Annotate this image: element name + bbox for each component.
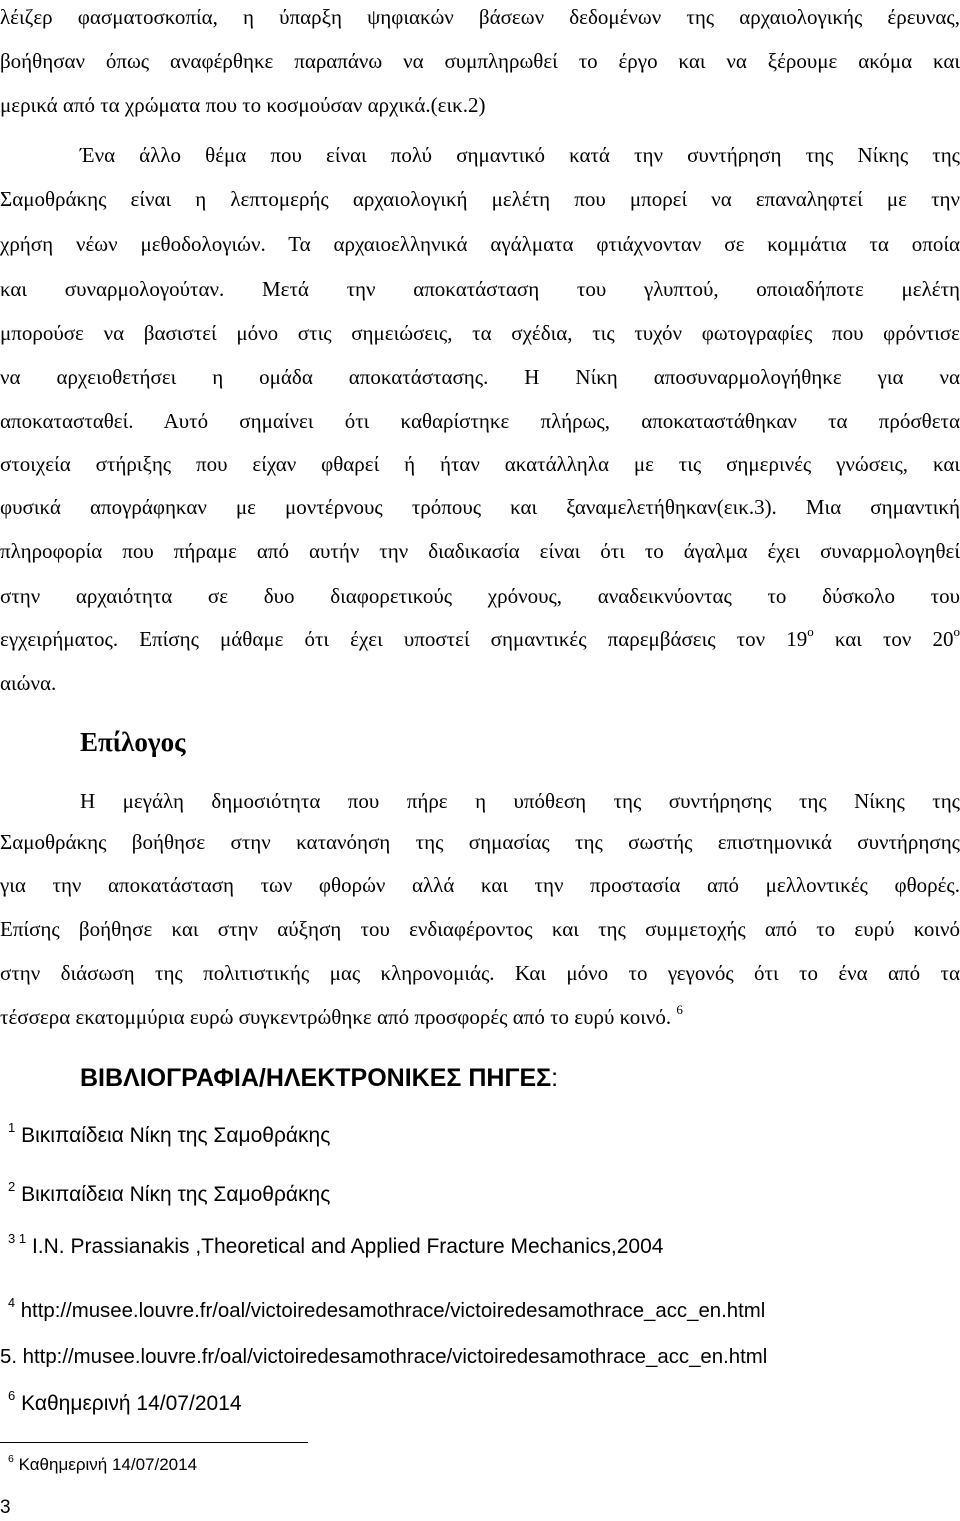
footnote: $^6$ Καθημερινή 14/07/2014: [8, 1452, 198, 1474]
body-line: αιώνα.: [0, 671, 57, 695]
bibliography-item: $^6$ Καθημερινή 14/07/2014: [8, 1388, 242, 1415]
bibliography-item: $^1$ Βικιπαίδεια Νίκη της Σαμοθράκης: [8, 1120, 331, 1147]
epilogue-line: τέσσερα εκατομμύρια ευρώ συγκεντρώθηκε από προσφορές από το ευρύ κοινό. $^6$: [0, 1002, 683, 1029]
body-line: λέιζερ φασματοσκοπία, η ύπαρξη ψηφιακών βάσεων δεδομένων της αρχαιολογικής έρευνας,: [0, 5, 960, 29]
bibliography-item: 5. http://musee.louvre.fr/oal/victoiredesamothrace/victoiredesamothrace_acc_en.html: [0, 1346, 768, 1368]
body-line: Ένα άλλο θέμα που είναι πολύ σημαντικό κατά την συντήρηση της Νίκης της: [80, 143, 960, 167]
bibliography-heading: ΒΙΒΛΙΟΓΡΑΦΙΑ/ΗΛΕΚΤΡΟΝΙΚΕΣ ΠΗΓΕΣ:: [80, 1064, 559, 1092]
bibliography-item: $^{3 1}$ I.N. Prassianakis ,Theoretical and Applied Fracture Mechanics,2004: [8, 1231, 664, 1258]
section-heading-epilogue: Επίλογος: [80, 727, 186, 757]
superscript: ο: [953, 624, 960, 640]
body-line: στοιχεία στήριξης που είχαν φθαρεί ή ήταν ακατάλληλα με τις σημερινές γνώσεις, και: [0, 452, 960, 476]
body-line: αποκατασταθεί. Αυτό σημαίνει ότι καθαρίστηκε πλήρως, αποκαταστάθηκαν τα πρόσθετα: [0, 409, 960, 433]
page-number: 3: [0, 1497, 11, 1518]
body-line: Σαμοθράκης είναι η λεπτομερής αρχαιολογική μελέτη που μπορεί να επαναληφτεί με την: [0, 187, 960, 211]
body-line: χρήση νέων μεθοδολογιών. Τα αρχαιοελληνικά αγάλματα φτιάχνονταν σε κομμάτια τα οποία: [0, 232, 960, 256]
body-line: πληροφορία που πήραμε από αυτήν την διαδικασία είναι ότι το άγαλμα έχει συναρμολογηθεί: [0, 539, 960, 563]
epilogue-line: για την αποκατάσταση των φθορών αλλά και την προστασία από μελλοντικές φθορές.: [0, 873, 960, 897]
body-line: να αρχειοθετήσει η ομάδα αποκατάστασης. Η Νίκη αποσυναρμολογήθηκε για να: [0, 365, 960, 389]
footnote-separator: [0, 1442, 308, 1443]
body-line: φυσικά απογράφηκαν με μοντέρνους τρόπους και ξαναμελετήθηκαν(εικ.3). Μια σημαντική: [0, 495, 960, 519]
body-line: και συναρμολογούταν. Μετά την αποκατάσταση του γλυπτού, οποιαδήποτε μελέτη: [0, 277, 960, 301]
epilogue-line: Η μεγάλη δημοσιότητα που πήρε η υπόθεση της συντήρησης της Νίκης της: [80, 789, 960, 813]
body-line: μερικά από τα χρώματα που το κοσμούσαν αρχικά.(εικ.2): [0, 93, 486, 117]
body-line: εγχειρήματος. Επίσης μάθαμε ότι έχει υποστεί σημαντικές παρεμβάσεις τον $19^o$ και τον $20^o$: [0, 624, 960, 651]
superscript: ο: [807, 624, 814, 640]
body-line: μπορούσε να βασιστεί μόνο στις σημειώσεις, τα σχέδια, τις τυχόν φωτογραφίες που φρόντισε: [0, 321, 960, 345]
body-line: βοήθησαν όπως αναφέρθηκε παραπάνω να συμπληρωθεί το έργο και να ξέρουμε ακόμα και: [0, 49, 960, 73]
bibliography-item: $^2$ Βικιπαίδεια Νίκη της Σαμοθράκης: [8, 1179, 331, 1206]
footnote-reference: 6: [676, 1002, 683, 1018]
epilogue-line: Επίσης βοήθησε και στην αύξηση του ενδιαφέροντος και της συμμετοχής από το ευρύ κοινό: [0, 917, 960, 941]
bibliography-item: $^4$ http://musee.louvre.fr/oal/victoiredesamothrace/victoiredesamothrace_acc_en.html: [8, 1296, 766, 1322]
body-line: στην αρχαιότητα σε δυο διαφορετικούς χρόνους, αναδεικνύοντας το δύσκολο του: [0, 584, 960, 608]
epilogue-line: στην διάσωση της πολιτιστικής μας κληρονομιάς. Και μόνο το γεγονός ότι το ένα από τα: [0, 961, 960, 985]
epilogue-line: Σαμοθράκης βοήθησε στην κατανόηση της σημασίας της σωστής επιστημονικά συντήρησης: [0, 830, 960, 854]
